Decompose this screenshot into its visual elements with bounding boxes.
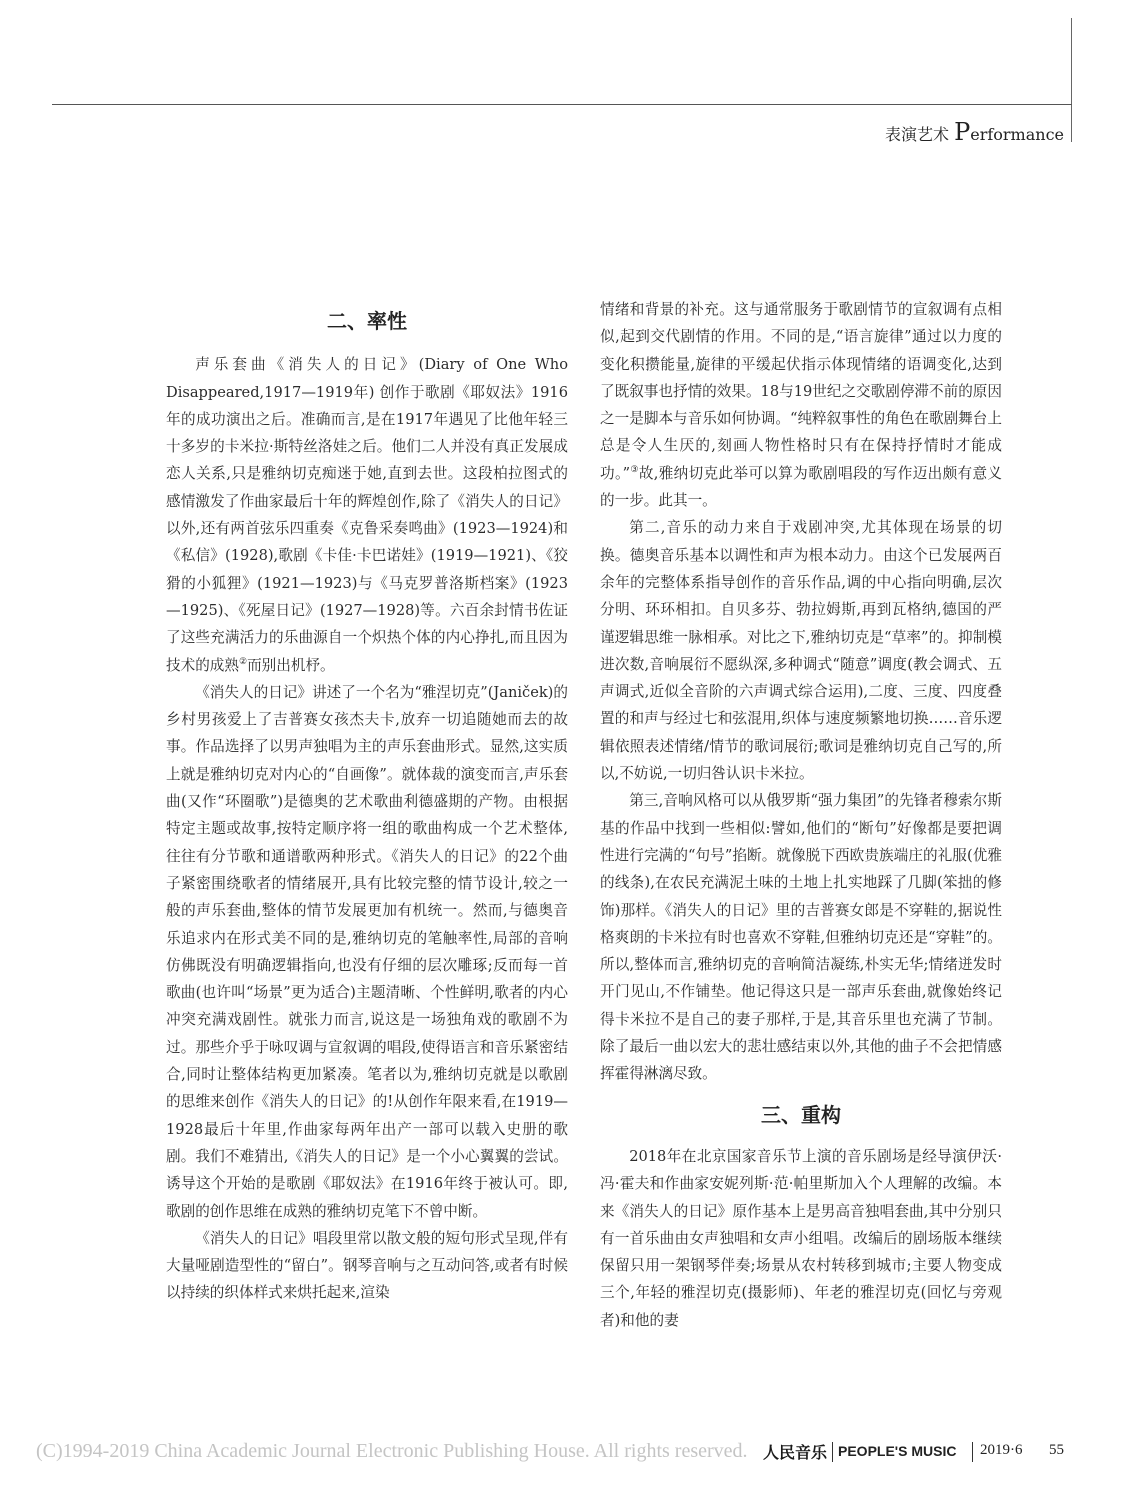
paragraph: 2018年在北京国家音乐节上演的音乐剧场是经导演伊沃·冯·霍夫和作曲家安妮列斯·范·帕里斯加入个人理解的改编。本来《消失人的日记》原作基本上是男高音独唱套曲,其中分别只有一首乐曲由女声独唱和女声小组唱。改编后的剧场版本继续保留只用一架钢琴伴奏;场景从农村转移到城市;主要人物变成三个,年轻的雅涅切克(摄影师)、年老的雅涅切克(回忆与旁观者)和他的妻 xyxy=(600,1147,1002,1329)
paragraph-continued xyxy=(600,296,1002,514)
paragraph-text: 声乐套曲《消失人的日记》(Diary of One Who Disappeared,1917—1919年) 创作于歌剧《耶奴法》1916年的成功演出之后。准确而言,是在1917年遇见了比他年轻三十多岁的卡米拉·斯特丝洛娃之后。他们二人并没有真正发展成恋人关系,只是雅纳切克痴迷于她,直到去世。这段柏拉图式的感情激发了作曲家最后十年的辉煌创作,除了《消失人的日记》以外,还有两首弦乐四重奏《克鲁采奏鸣曲》(1923—1924)和《私信》(1928),歌剧《卡佳·卡巴诺娃》(1919—1921)、《狡猾的小狐狸》(1921—1923)与《马克罗普洛斯档案》(1923—1925)、《死屋日记》(1927—1928)等。六百余封情书佐证了这些充满活力的乐曲源自一个炽热个体的内心挣扎,而且因为技术的成熟 xyxy=(166,356,568,674)
section-label-en: erformance xyxy=(970,125,1064,144)
paragraph: 第三,音响风格可以从俄罗斯“强力集团”的先锋者穆索尔斯基的作品中找到一些相似:譬如,他们的“断句”好像都是要把调性进行完满的“句号”掐断。就像脱下西欧贵族端庄的礼服(优雅的线条),在农民充满泥土味的土地上扎实地踩了几脚(笨拙的修饰)那样。《消失人的日记》里的吉普赛女郎是不穿鞋的,据说性格爽朗的卡米拉有时也喜欢不穿鞋,但雅纳切克还是“穿鞋”的。所以,整体而言,雅纳切克的音响简洁凝练,朴实无华;情绪迸发时开门见山,不作铺垫。他记得这只是一部声乐套曲,就像始终记得卡米拉不是自己的妻子那样,于是,其音乐里也充满了节制。除了最后一曲以宏大的悲壮感结束以外,其他的曲子不会把情感挥霍得淋漓尽致。 xyxy=(600,792,1002,1083)
left-column xyxy=(166,296,568,1307)
section-heading-2: 二、率性 xyxy=(327,309,407,333)
header-rule xyxy=(52,104,1072,105)
right-column xyxy=(600,296,1002,1334)
footnote-mark: ② xyxy=(238,656,248,667)
page-footer xyxy=(36,1440,1096,1470)
paragraph: 第二,音乐的动力来自于戏剧冲突,尤其体现在场景的切换。德奥音乐基本以调性和声为根本动力。由这个已发展两百余年的完整体系指导创作的音乐作品,调的中心指向明确,层次分明、环环相扣。自贝多芬、勃拉姆斯,再到瓦格纳,德国的严谨逻辑思维一脉相承。对比之下,雅纳切克是“草率”的。抑制模进次数,音响展衍不愿纵深,多种调式“随意”调度(教会调式、五声调式,近似全音阶的六声调式综合运用),二度、三度、四度叠置的和声与经过七和弦混用,织体与速度频繁地切换……音乐逻辑依照表述情绪/情节的歌词展衍;歌词是雅纳切克自己写的,所以,不妨说,一切归咎认识卡米拉。 xyxy=(600,519,1002,783)
section-label-cn: 表演艺术 xyxy=(884,125,949,144)
paragraph-text-tail: 而别出机杼。 xyxy=(247,656,335,674)
paragraph: 《消失人的日记》唱段里常以散文般的短句形式呈现,伴有大量哑剧造型性的“留白”。钢琴音响与之互动问答,或者有时候以持续的织体样式来烘托起来,渲染 xyxy=(166,1229,568,1302)
copyright-notice: (C)1994-2019 China Academic Journal Electronic Publishing House. All rights reserved. xyxy=(36,1440,748,1462)
issue-number: 2019·6 xyxy=(980,1442,1023,1458)
section-heading-3: 三、重构 xyxy=(761,1102,841,1127)
paragraph-text-tail: 故,雅纳切克此举可以算为歌剧唱段的写作迈出颇有意义的一步。此其一。 xyxy=(600,464,1002,510)
section-label-initial: P xyxy=(954,118,971,146)
journal-name: PEOPLE'S MUSIC xyxy=(838,1443,957,1459)
footer-separator xyxy=(832,1442,833,1462)
paragraph: 《消失人的日记》讲述了一个名为“雅涅切克”(Janiček)的乡村男孩爱上了吉普赛女孩杰夫卡,放弃一切追随她而去的故事。作品选择了以男声独唱为主的声乐套曲形式。显然,这实质上就是雅纳切克对内心的“自画像”。就体裁的演变而言,声乐套曲(又作“环圈歌”)是德奥的艺术歌曲利德盛期的产物。由根据特定主题或故事,按特定顺序将一组的歌曲构成一个艺术整体,往往有分节歌和通谱歌两种形式。《消失人的日记》的22个曲子紧密围绕歌者的情绪展开,具有比较完整的情节设计,较之一般的声乐套曲,整体的情节发展更加有机统一。然而,与德奥音乐追求内在形式美不同的是,雅纳切克的笔触率性,局部的音响仿佛既没有明确逻辑指向,也没有仔细的层次雕琢;反而每一首歌曲(也许叫“场景”更为适合)主题清晰、个性鲜明,歌者的内心冲突充满戏剧性。就张力而言,说这是一场独角戏的歌剧不为过。那些介乎于咏叹调与宣叙调的唱段,使得语言和音乐紧密结合,同时让整体结构更加紧凑。笔者以为,雅纳切克就是以歌剧的思维来创作《消失人的日记》的!从创作年限来看,在1919—1928最后十年里,作曲家每两年出产一部可以载入史册的歌剧。我们不难猜出,《消失人的日记》是一个小心翼翼的尝试。诱导这个开始的是歌剧《耶奴法》在1916年终于被认可。即,歌剧的创作思维在成熟的雅纳切克笔下不曾中断。 xyxy=(166,683,568,1220)
header-vertical-rule xyxy=(1071,18,1072,142)
footnote-mark: ③ xyxy=(630,464,639,475)
paragraph xyxy=(166,351,568,679)
page-number: 55 xyxy=(1049,1442,1064,1458)
footer-separator xyxy=(972,1442,973,1462)
section-label xyxy=(885,118,1064,146)
paragraph-text: 情绪和背景的补充。这与通常服务于歌剧情节的宣叙调有点相似,起到交代剧情的作用。不同的是,“语言旋律”通过以力度的变化积攒能量,旋律的平缓起伏指示体现情绪的语调变化,达到了既叙事也抒情的效果。18与19世纪之交歌剧停滞不前的原因之一是脚本与音乐如何协调。“纯粹叙事性的角色在歌剧舞台上总是令人生厌的,刻画人物性格时只有在保持抒情时才能成功。” xyxy=(600,301,1002,482)
journal-logo: 人民音乐 xyxy=(763,1443,828,1462)
